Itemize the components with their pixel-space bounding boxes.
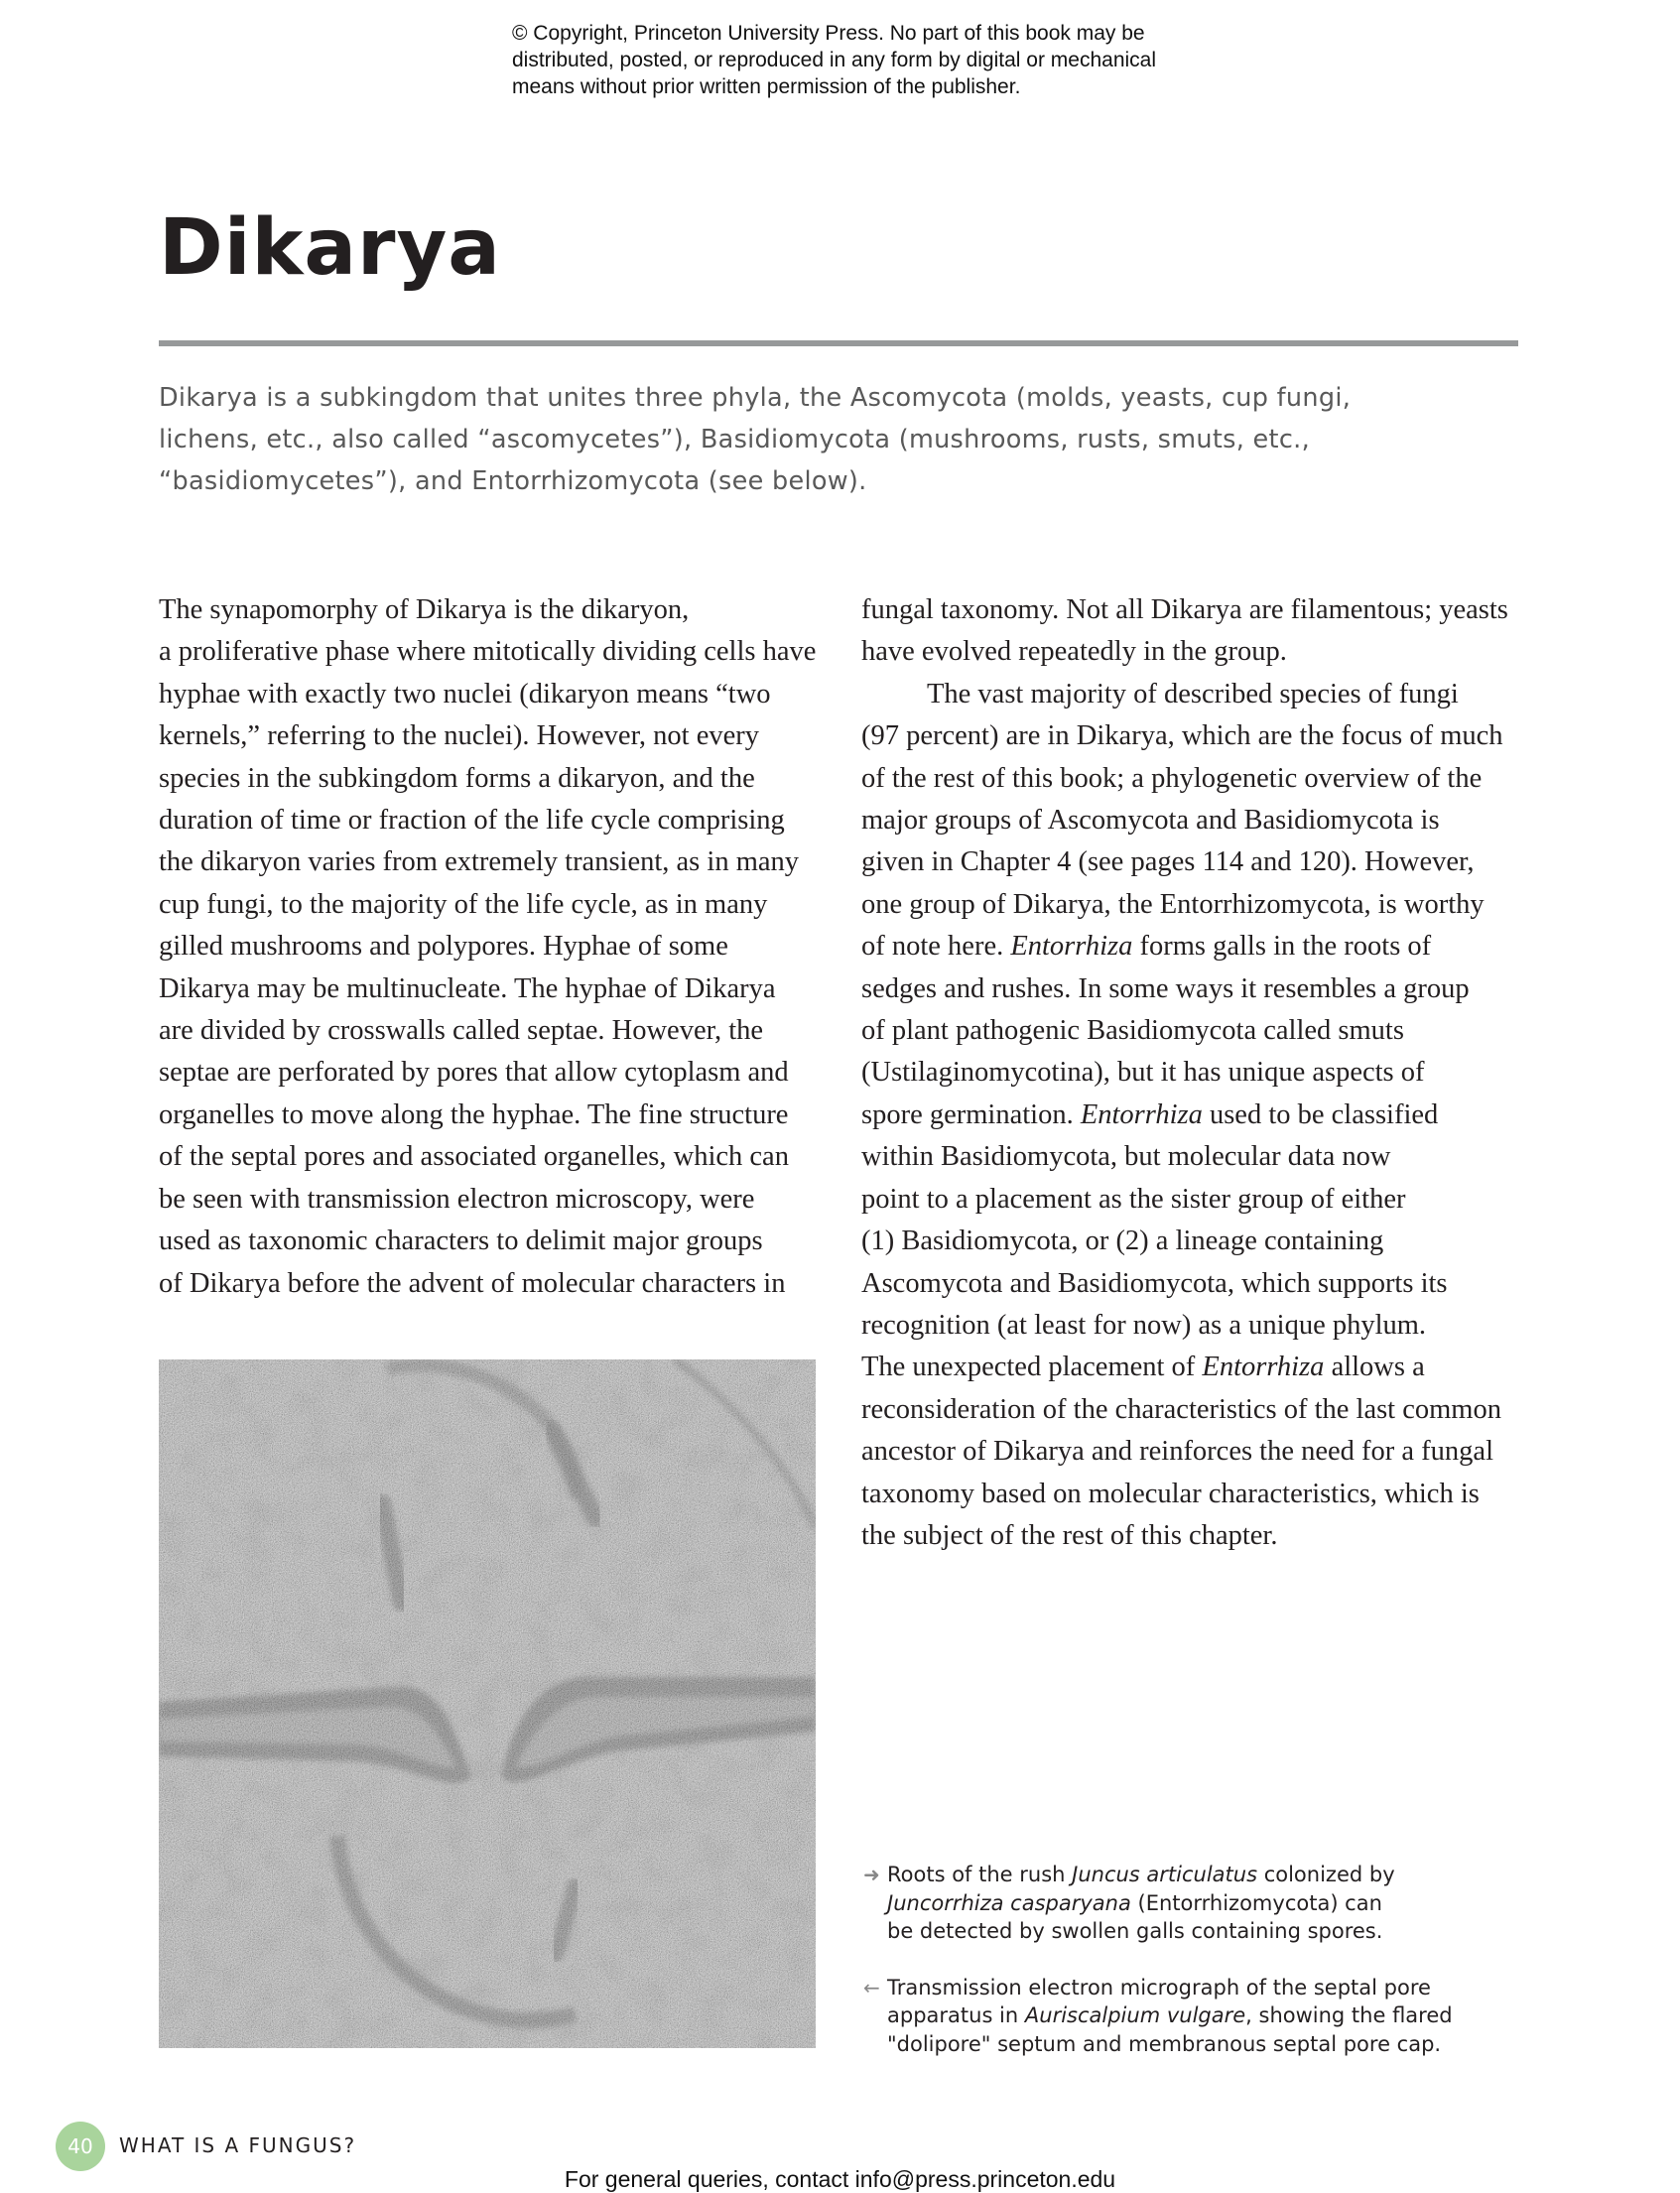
- text-line: (97 percent) are in Dikarya, which are the focus of much: [861, 720, 1503, 752]
- micrograph-image: [159, 1359, 816, 2048]
- text-line: the subject of the rest of this chapter.: [861, 1519, 1278, 1551]
- text-line: (1) Basidiomycota, or (2) a lineage containing: [861, 1226, 1384, 1257]
- body-column-right: [861, 589, 1526, 1557]
- text-line: recognition (at least for now) as a unique phylum.: [861, 1309, 1427, 1341]
- arrow-right-icon: ➜: [863, 1863, 880, 1886]
- caption-line: Transmission electron micrograph of the septal pore: [887, 1975, 1431, 2000]
- text-line: of the septal pores and associated organelles, which can: [159, 1141, 789, 1173]
- running-head: WHAT IS A FUNGUS?: [119, 2133, 357, 2157]
- caption-line: [887, 2001, 1508, 2030]
- text-line: of the rest of this book; a phylogenetic overview of the: [861, 762, 1483, 794]
- text-line: are divided by crosswalls called septae. However, the: [159, 1015, 764, 1047]
- text-line: within Basidiomycota, but molecular data now: [861, 1141, 1391, 1173]
- italic-species: Juncus articulatus: [1072, 1863, 1258, 1886]
- text-run: (Entorrhizomycota) can: [1130, 1890, 1382, 1915]
- intro-line: lichens, etc., also called “ascomycetes”), Basidiomycota (mushrooms, rusts, smuts, etc.,: [159, 425, 1310, 454]
- text-line: duration of time or fraction of the life cycle comprising: [159, 805, 785, 837]
- text-line: The synapomorphy of Dikarya is the dikaryon,: [159, 594, 690, 625]
- arrow-left-icon: ←: [863, 1975, 880, 2000]
- intro-paragraph: [159, 377, 1528, 502]
- text-line: hyphae with exactly two nuclei (dikaryon means “two: [159, 678, 771, 710]
- text-line: gilled mushrooms and polypores. Hyphae of some: [159, 931, 728, 963]
- page-title: Dikarya: [159, 203, 501, 293]
- text-run: of note here.: [861, 931, 1011, 963]
- text-line: (Ustilaginomycotina), but it has unique aspects of: [861, 1057, 1425, 1089]
- text-run: colonized by: [1257, 1863, 1395, 1886]
- text-run: forms galls in the roots of: [1132, 931, 1432, 963]
- italic-species: Auriscalpium vulgare: [1024, 2003, 1246, 2027]
- text-line: reconsideration of the characteristics of the last common: [861, 1393, 1501, 1425]
- copyright-notice: [512, 20, 1266, 100]
- title-divider: [159, 340, 1518, 346]
- text-run: allows a: [1324, 1352, 1425, 1383]
- text-line: the dikaryon varies from extremely transient, as in many: [159, 846, 800, 878]
- text-run: The unexpected placement of: [861, 1352, 1203, 1383]
- text-line: septae are perforated by pores that allow cytoplasm and: [159, 1057, 789, 1089]
- text-line: organelles to move along the hyphae. The fine structure: [159, 1098, 789, 1130]
- text-line: cup fungi, to the majority of the life cycle, as in many: [159, 888, 768, 920]
- copyright-line: © Copyright, Princeton University Press. No part of this book may be: [512, 22, 1145, 45]
- text-line: ancestor of Dikarya and reinforces the need for a fungal: [861, 1436, 1493, 1468]
- text-line: be seen with transmission electron microscopy, were: [159, 1183, 755, 1215]
- intro-line: “basidiomycetes”), and Entorrhizomycota (see below).: [159, 466, 867, 496]
- caption-line: [887, 1861, 1508, 1889]
- text-line: [861, 926, 1526, 968]
- intro-line: Dikarya is a subkingdom that unites three phyla, the Ascomycota (molds, yeasts, cup fungi,: [159, 383, 1352, 413]
- septal-pore-micrograph: [159, 1359, 816, 2048]
- text-line: major groups of Ascomycota and Basidiomycota is: [861, 805, 1440, 837]
- text-line: of plant pathogenic Basidiomycota called smuts: [861, 1015, 1404, 1047]
- text-line: Dikarya may be multinucleate. The hyphae of Dikarya: [159, 972, 776, 1004]
- text-line: [861, 1095, 1526, 1136]
- caption-micrograph: [863, 1974, 1508, 2059]
- text-line: point to a placement as the sister group of either: [861, 1183, 1406, 1215]
- text-run: Roots of the rush: [887, 1863, 1073, 1886]
- text-run: used to be classified: [1202, 1098, 1439, 1130]
- caption-line: [887, 1889, 1508, 1918]
- text-line: sedges and rushes. In some ways it resembles a group: [861, 972, 1470, 1004]
- caption-line: "dolipore" septum and membranous septal pore cap.: [887, 2031, 1442, 2056]
- text-line: species in the subkingdom forms a dikaryon, and the: [159, 762, 755, 794]
- text-line: Ascomycota and Basidiomycota, which supports its: [861, 1267, 1448, 1299]
- italic-genus: Entorrhiza: [1010, 931, 1133, 963]
- italic-genus: Entorrhiza: [1202, 1352, 1325, 1383]
- text-run: apparatus in: [887, 2003, 1025, 2027]
- text-run: , showing the flared: [1245, 2003, 1453, 2027]
- text-line: given in Chapter 4 (see pages 114 and 120). However,: [861, 846, 1475, 878]
- copyright-line: means without prior written permission of the publisher.: [512, 75, 1021, 98]
- italic-species: Juncorrhiza casparyana: [887, 1890, 1131, 1915]
- text-run: spore germination.: [861, 1098, 1081, 1130]
- text-line: used as taxonomic characters to delimit major groups: [159, 1226, 763, 1257]
- caption-rush-roots: [863, 1861, 1508, 1946]
- text-line: have evolved repeatedly in the group.: [861, 636, 1287, 668]
- text-line: a proliferative phase where mitotically dividing cells have: [159, 636, 817, 668]
- figure-captions: [863, 1861, 1508, 2086]
- text-line: taxonomy based on molecular characteristics, which is: [861, 1478, 1480, 1509]
- text-line: [861, 1347, 1526, 1388]
- text-line: fungal taxonomy. Not all Dikarya are filamentous; yeasts: [861, 594, 1508, 625]
- page-number-badge: 40: [56, 2122, 105, 2171]
- caption-line: be detected by swollen galls containing spores.: [887, 1919, 1383, 1943]
- footer-contact: For general queries, contact info@press.princeton.edu: [564, 2166, 1116, 2192]
- body-column-left: [159, 589, 824, 1305]
- text-line: of Dikarya before the advent of molecular characters in: [159, 1267, 786, 1299]
- copyright-line: distributed, posted, or reproduced in any form by digital or mechanical: [512, 49, 1157, 71]
- italic-genus: Entorrhiza: [1080, 1098, 1203, 1130]
- text-line: kernels,” referring to the nuclei). However, not every: [159, 720, 760, 752]
- text-line: The vast majority of described species of fungi: [927, 678, 1459, 710]
- text-line: one group of Dikarya, the Entorrhizomycota, is worthy: [861, 888, 1485, 920]
